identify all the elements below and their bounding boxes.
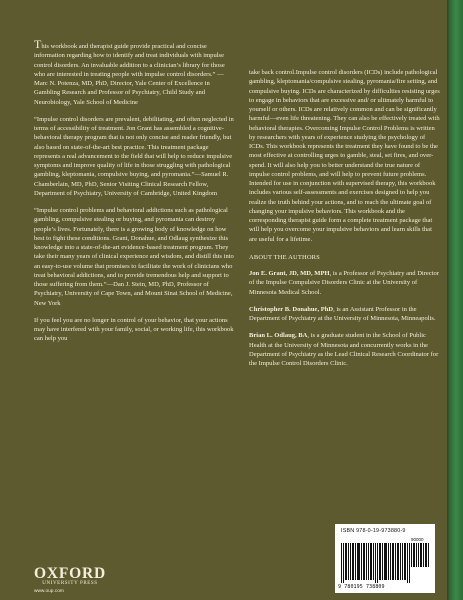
logo-sub-text: UNIVERSITY PRESS xyxy=(42,581,98,586)
logo-main-text: OXFORD xyxy=(34,565,106,582)
price-code: 90000 xyxy=(411,537,424,542)
isbn-label: ISBN 978-0-19-973880-9 xyxy=(341,528,406,534)
about-authors-heading: ABOUT THE AUTHORS xyxy=(249,253,320,261)
price-barcode-bars xyxy=(411,543,429,567)
left-column xyxy=(34,37,234,352)
barcode-digits: 9 780195 738809 xyxy=(338,584,385,590)
description-body: take back control.Impulse control disorders (ICDs) include pathological gambling, kleptomania/compulsive stealing, pyromania/fire setting, and compulsive buying. ICDs are characterized by difficulties resisting urges to engage in behaviors that are excessive and/ or ultimately harmful to yourself or others. ICDs are relatively common and can be significantly harmful—even life threatening. They can also be effectively treated with behavioral therapies. Overcoming Impulse Control Problems is written by researchers with years of experience studying the psychology of ICDs. This workbook represents the treatment they have found to be the most effective at controlling urges to gamble, steal, set fires, and over-spend. It will also help you to better understand the true nature of impulse control problems, and will help to prevent future problems. Intended for use in conjunction with supervised therapy, this workbook includes various self-assessments and exercises designed to help you realize the truth behind your actions, and to reach the ultimate goal of changing your impulsive behaviors. This workbook and the corresponding therapist guide form a complete treatment package that will help you overcome your impulsive behaviors and learn skills that are useful for a lifetime. xyxy=(249,69,440,243)
publisher-website: www.oup.com xyxy=(34,589,64,594)
endorsement-stein: “Impulse control problems and behavioral addictions such as pathological gambling, compulsive stealing or buying, and pyromania can destroy people’s lives. Fortunately, there is a growing body of knowledge on how best to fight these conditions. Grant, Donahue, and Odlaug synthesize this knowledge into a state-of-the-art evidence-based treatment program. They take their many years of clinical experience and wisdom, and distill this into an easy-to-use volume that promises to facilitate the work of clinicians who treat behavioral addictions, and to provide tremendous help and support to those suffering from them.”—Dan J. Stein, MD, PhD, Professor of Psychiatry, University of Cape Town, and Mount Sinai School of Medicine, New York xyxy=(34,207,234,307)
author-bio-grant-text: , is a Professor of Psychiatry and Director of the Impulse Compulsive Disorders Clinic at the University of Minnesota Medical School. xyxy=(249,270,440,296)
description-intro: If you feel you are no longer in control of your behavior, that your actions may have interfered with your family, social, or working life, this workbook can help you xyxy=(34,316,234,343)
author-name-grant: Jon E. Grant, JD, MD, MPH xyxy=(249,270,330,277)
endorsement-potenza xyxy=(34,37,234,107)
drop-cap: T xyxy=(34,37,42,51)
author-bio-donahue xyxy=(249,305,441,324)
author-name-donahue: Christopher B. Donahue, PhD xyxy=(249,305,334,313)
author-name-odlaug: Brian L. Odlaug, BA xyxy=(249,332,308,340)
author-bio-odlaug xyxy=(249,331,441,368)
author-bio-odlaug-text: , is a graduate student in the School of Public Health at the University of Minnesota and concurrently works in the Department of Psychiatry as the Lead Clinical Research Coordinator for the Impulse Control Disorders Clinic. xyxy=(249,332,439,367)
endorsement-chamberlain: “Impulse control disorders are prevalent, debilitating, and often neglected in terms of accessibility of treatment. Jon Grant has assembled a cognitive-behavioral therapy program that is not only concise and reader friendly, but also based on state-of-the-art best practice. This treatment package represents a real advancement to the field that will help to reduce impulsive symptoms and improve quality of life in those struggling with pathological gambling, kleptomania, compulsive buying, and pyromania.”—Samuel R. Chamberlain, MD, PhD, Senior Visiting Clinical Research Fellow, Department of Psychiatry, University of Cambridge, United Kingdom xyxy=(34,115,234,197)
green-spine-stripe xyxy=(447,0,463,600)
author-bio-donahue-text: , is an Assistant Professor in the Department of Psychiatry at the University of Minnesota, Minneapolis. xyxy=(249,305,436,322)
right-column xyxy=(249,68,441,376)
oxford-logo xyxy=(34,567,106,587)
endorsement-potenza-text: his workbook and therapist guide provide practical and concise information regarding how to identify and treat individuals with impulse control disorders. An invaluable addition to a clinician’s library for those who are interested in treating people with impulse control disorders.” —Marc N. Potenza, MD, PhD, Director, Yale Center of Excellence in Gambling Research and Professor of Psychiatry, Child Study and Neurobiology, Yale School of Medicine xyxy=(34,43,225,106)
author-bio-grant xyxy=(249,269,441,297)
barcode-box xyxy=(335,524,435,593)
